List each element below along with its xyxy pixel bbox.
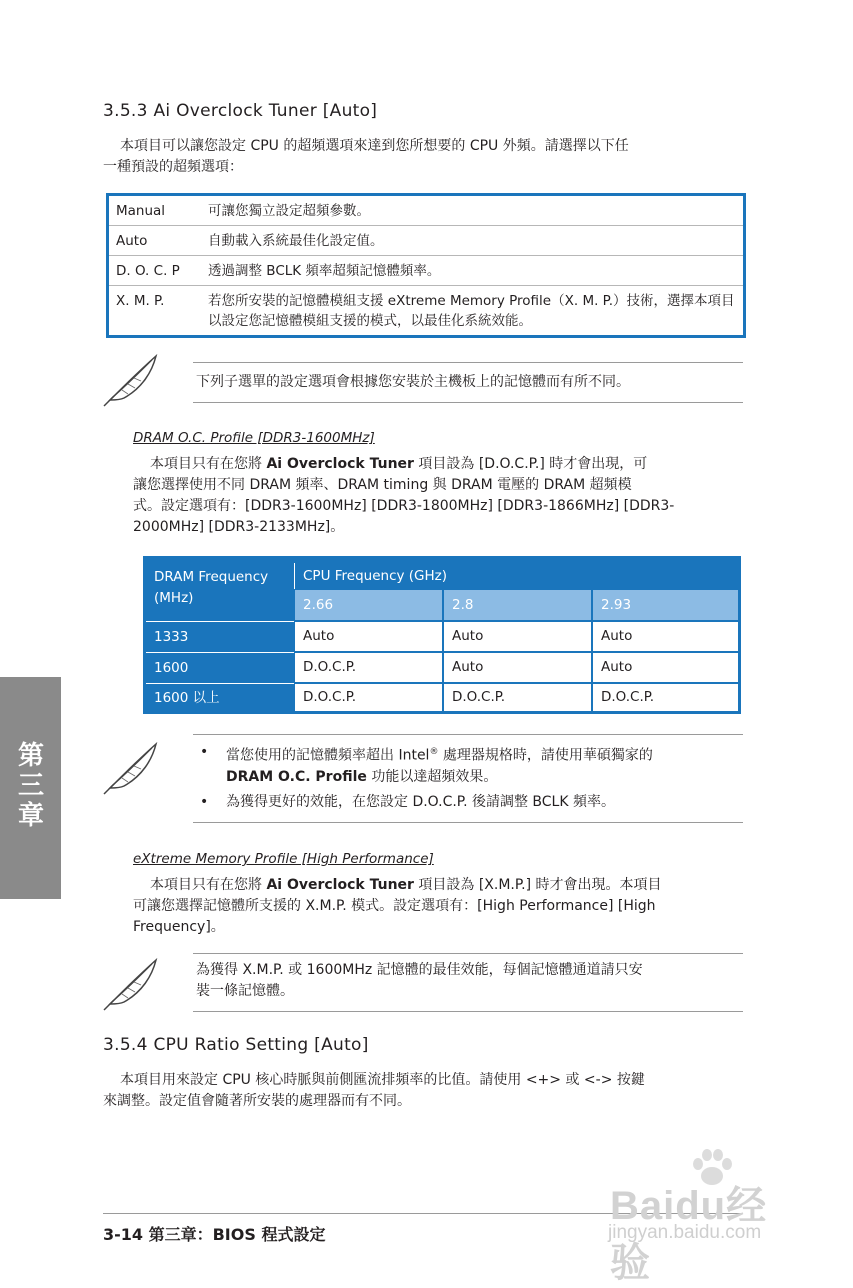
note-divider <box>193 822 743 823</box>
bullet-dot: • <box>200 794 209 810</box>
cpu-freq-header: 2.8 <box>444 590 591 620</box>
option-value: 若您所安裝的記憶體模組支援 eXtreme Memory Profile（X. M. P.）技術，選擇本項目以設定您記憶體模組支援的模式，以最佳化系統效能。 <box>208 293 735 329</box>
dram-desc-line-4: 2000MHz] [DDR3-2133MHz]。 <box>133 519 345 535</box>
section-intro <box>103 136 743 178</box>
option-row-docp <box>109 255 743 285</box>
dram-cpu-frequency-table <box>143 556 741 714</box>
table-cell: Auto <box>444 653 591 682</box>
bullet-1-part-b: 處理器規格時，請使用華碩獨家的 <box>438 747 653 764</box>
table-cell: D.O.C.P. <box>295 684 442 711</box>
feather-note-icon <box>100 738 164 798</box>
intro-line-1: 本項目可以讓您設定 CPU 的超頻選項來達到您所想要的 CPU 外頻。請選擇以下任 <box>120 138 629 154</box>
registered-mark: ® <box>429 747 439 757</box>
page-footer: 3-14 第三章：BIOS 程式設定 <box>103 1225 326 1244</box>
xmp-desc-prefix: 本項目只有在您將 <box>150 877 267 893</box>
xmp-description <box>133 875 743 938</box>
cpu-ratio-line-1: 本項目用來設定 CPU 核心時脈與前側匯流排頻率的比值。請使用 <+> 或 <-> 按鍵 <box>120 1072 645 1088</box>
bullet-2-text: 為獲得更好的效能，在您設定 D.O.C.P. 後請調整 BCLK 頻率。 <box>226 794 615 810</box>
option-key: Auto <box>116 233 148 249</box>
cpu-ratio-line-2: 來調整。設定值會隨著所安裝的處理器而有不同。 <box>103 1093 411 1109</box>
section-heading-cpu-ratio: 3.5.4 CPU Ratio Setting [Auto] <box>103 1035 369 1055</box>
cpu-freq-header: 2.66 <box>295 590 442 620</box>
dram-desc-line-2: 讓您選擇使用不同 DRAM 頻率、DRAM timing 與 DRAM 電壓的 DRAM 超頻模 <box>133 477 632 493</box>
feather-note-icon <box>100 954 164 1014</box>
watermark-main-text: Baidu经验 <box>610 1184 768 1285</box>
dram-oc-profile-subheading: DRAM O.C. Profile [DDR3-1600MHz] <box>133 430 375 446</box>
table-cell: D.O.C.P. <box>444 684 591 711</box>
bullet-1-part-a: 當您使用的記憶體頻率超出 Intel <box>226 747 430 764</box>
cpu-ratio-description <box>103 1070 743 1112</box>
note-divider <box>193 953 743 954</box>
baidu-watermark <box>598 1148 808 1285</box>
dram-desc-line-3: 式。設定選項有：[DDR3-1600MHz] [DDR3-1800MHz] [DDR3-1866MHz] [DDR3- <box>133 498 675 514</box>
option-key: D. O. C. P <box>116 263 180 279</box>
dram-desc-bold: Ai Overclock Tuner <box>266 456 414 472</box>
bullet-1-line-2 <box>226 767 742 788</box>
note-bullet-2 <box>200 792 742 813</box>
option-value: 可讓您獨立設定超頻參數。 <box>208 203 370 219</box>
chapter-side-tab-label: 第三章 <box>17 741 44 831</box>
watermark-url: jingyan.baidu.com <box>608 1222 762 1243</box>
bullet-dot: • <box>200 744 209 760</box>
option-key: X. M. P. <box>116 293 165 309</box>
dram-freq-cell: 1600 <box>146 652 294 682</box>
note-xmp-memory <box>196 960 744 1002</box>
note-bullet-1 <box>200 742 742 788</box>
dram-freq-cell: 1600 以上 <box>146 683 294 711</box>
option-row-xmp <box>109 285 743 335</box>
table-cell: Auto <box>593 653 738 682</box>
xmp-desc-line-3: Frequency]。 <box>133 919 225 935</box>
row-header-dram-frequency <box>146 567 294 609</box>
dram-freq-cell: 1333 <box>146 621 294 651</box>
note-xmp-line-2: 裝一條記憶體。 <box>196 983 294 999</box>
dram-desc-line-1 <box>133 454 743 475</box>
feather-note-icon <box>100 350 164 410</box>
dram-desc-rest: 項目設為 [D.O.C.P.] 時才會出現，可 <box>413 456 648 472</box>
table-cell: Auto <box>444 622 591 651</box>
bullet-1-bold: DRAM O.C. Profile <box>226 768 367 785</box>
option-row-manual <box>109 196 743 225</box>
table-cell: Auto <box>295 622 442 651</box>
xmp-desc-bold: Ai Overclock Tuner <box>266 877 414 893</box>
chapter-side-tab <box>0 677 61 899</box>
table-cell: D.O.C.P. <box>295 653 442 682</box>
table-cell: Auto <box>593 622 738 651</box>
option-value: 自動載入系統最佳化設定值。 <box>208 233 384 249</box>
cpu-freq-header: 2.93 <box>593 590 738 620</box>
row-header-line-1: DRAM Frequency <box>154 569 269 585</box>
note-divider <box>193 1011 743 1012</box>
section-heading-ai-overclock: 3.5.3 Ai Overclock Tuner [Auto] <box>103 101 378 121</box>
option-row-auto <box>109 225 743 255</box>
xmp-desc-line-2: 可讓您選擇記憶體所支援的 X.M.P. 模式。設定選項有：[High Performance] [High <box>133 898 656 914</box>
note-divider <box>193 402 743 403</box>
xmp-desc-line-1 <box>133 875 743 896</box>
table-cell: D.O.C.P. <box>593 684 738 711</box>
xmp-subheading: eXtreme Memory Profile [High Performance] <box>133 851 434 867</box>
row-header-line-2: (MHz) <box>154 590 194 606</box>
note-divider <box>193 362 743 363</box>
bullet-1-rest: 功能以達超頻效果。 <box>366 768 498 785</box>
note-divider <box>193 734 743 735</box>
note-memory-options: 下列子選單的設定選項會根據您安裝於主機板上的記憶體而有所不同。 <box>196 374 630 390</box>
bullet-1-line-1 <box>226 742 742 767</box>
note-xmp-line-1: 為獲得 X.M.P. 或 1600MHz 記憶體的最佳效能，每個記憶體通道請只安 <box>196 962 643 978</box>
col-header-cpu-frequency: CPU Frequency (GHz) <box>294 563 738 589</box>
xmp-desc-rest: 項目設為 [X.M.P.] 時才會出現。本項目 <box>413 877 662 893</box>
dram-oc-profile-description <box>133 454 743 538</box>
option-key: Manual <box>116 203 166 219</box>
option-value: 透過調整 BCLK 頻率超頻記憶體頻率。 <box>208 263 441 279</box>
overclock-options-table <box>106 193 746 338</box>
bullet-1-text <box>226 742 742 788</box>
intro-line-2: 一種預設的超頻選項： <box>103 159 243 175</box>
dram-desc-prefix: 本項目只有在您將 <box>150 456 267 472</box>
